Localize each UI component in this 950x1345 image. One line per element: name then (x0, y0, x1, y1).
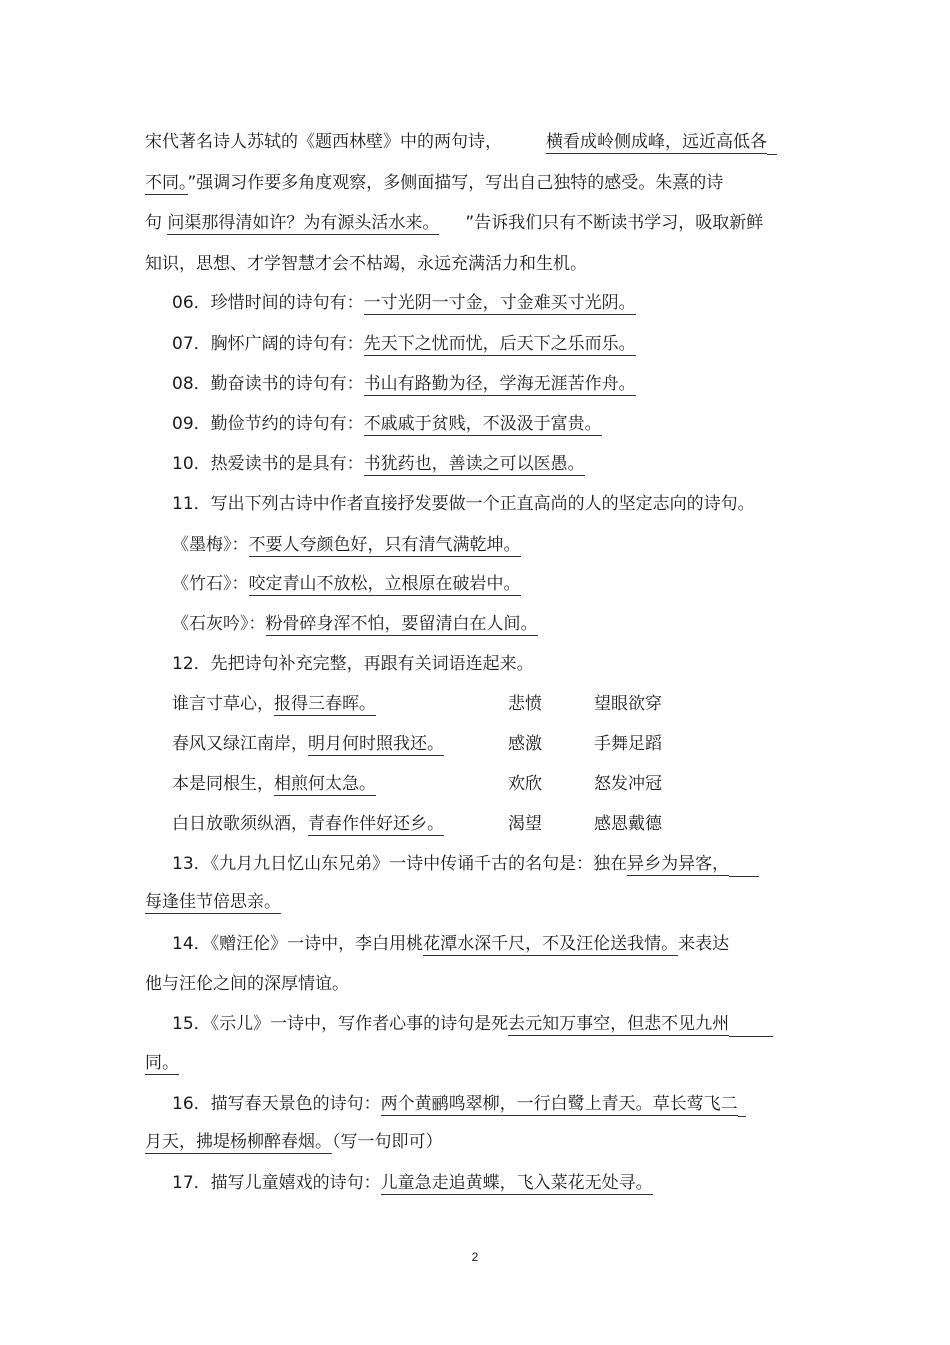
item-08: 08．勤奋读书的诗句有：书山有路勤为径，学海无涯苦作舟。 (172, 374, 636, 394)
intro-line-3: 句 问渠那得清如许？为有源头活水来。 ”告诉我们只有不断读书学习，吸取新鲜 (145, 213, 764, 233)
item-06: 06．珍惜时间的诗句有：一寸光阴一寸金，寸金难买寸光阴。 (172, 293, 636, 313)
item-13-line-2: 每逢佳节倍思亲。 (145, 892, 281, 912)
pair-2-word-a: 感激 (508, 734, 542, 754)
pair-1-verse: 谁言寸草心，报得三春晖。 (172, 694, 376, 714)
pair-4-verse: 白日放歌须纵酒，青春作伴好还乡。 (172, 814, 444, 834)
intro-line-1: 宋代著名诗人苏轼的《题西林壁》中的两句诗， 横看成岭侧成峰，远近高低各 (145, 131, 777, 155)
item-10: 10．热爱读书的是具有：书犹药也，善读之可以医愚。 (172, 454, 585, 474)
pair-2-verse: 春风又绿江南岸，明月何时照我还。 (172, 734, 444, 754)
intro-line-2: 不同。”强调习作要多角度观察，多侧面描写，写出自己独特的感受。朱熹的诗 (145, 173, 724, 193)
item-07: 07．胸怀广阔的诗句有：先天下之忧而忧，后天下之乐而乐。 (172, 334, 636, 354)
item-12: 12．先把诗句补充完整，再跟有关词语连起来。 (172, 654, 534, 674)
pair-3-word-b: 怒发冲冠 (594, 774, 662, 794)
item-14-line-1: 14．《赠汪伦》一诗中，李白用桃花潭水深千尺，不及汪伦送我情。来表达 (172, 934, 730, 954)
intro-line-4: 知识，思想、才学智慧才会不枯竭，永远充满活力和生机。 (145, 254, 587, 274)
item-15-line-2: 同。 (145, 1053, 179, 1073)
pair-1-word-a: 悲愤 (508, 694, 542, 714)
pair-4-word-a: 渴望 (508, 814, 542, 834)
poem-zhu-shi: 《竹石》：咬定青山不放松，立根原在破岩中。 (172, 574, 521, 594)
item-09: 09．勤俭节约的诗句有：不戚戚于贫贱，不汲汲于富贵。 (172, 414, 602, 434)
pair-3-verse: 本是同根生，相煎何太急。 (172, 774, 376, 794)
pair-1-word-b: 望眼欲穿 (594, 694, 662, 714)
pair-3-word-a: 欢欣 (508, 774, 542, 794)
pair-2-word-b: 手舞足蹈 (594, 734, 662, 754)
item-14-line-2: 他与汪伦之间的深厚情谊。 (145, 974, 349, 994)
item-11: 11．写出下列古诗中作者直接抒发要做一个正直高尚的人的坚定志向的诗句。 (172, 494, 755, 514)
item-15-line-1: 15．《示儿》一诗中，写作者心事的诗句是死去元知万事空，但悲不见九州 (172, 1013, 773, 1037)
poem-mo-mei: 《墨梅》：不要人夸颜色好，只有清气满乾坤。 (172, 535, 521, 555)
poem-shi-hui-yin: 《石灰吟》：粉骨碎身浑不怕，要留清白在人间。 (172, 614, 538, 634)
item-16-line-2: 月天，拂堤杨柳醉春烟。（写一句即可） (145, 1132, 443, 1152)
pair-4-word-b: 感恩戴德 (594, 814, 662, 834)
item-16-line-1: 16．描写春天景色的诗句：两个黄鹂鸣翠柳，一行白鹭上青天。草长莺飞二 (172, 1093, 746, 1117)
item-13-line-1: 13．《九月九日忆山东兄弟》一诗中传诵千古的名句是：独在异乡为异客， (172, 853, 759, 877)
page-number: 2 (471, 1250, 479, 1264)
item-17: 17．描写儿童嬉戏的诗句：儿童急走追黄蝶，飞入菜花无处寻。 (172, 1173, 653, 1193)
